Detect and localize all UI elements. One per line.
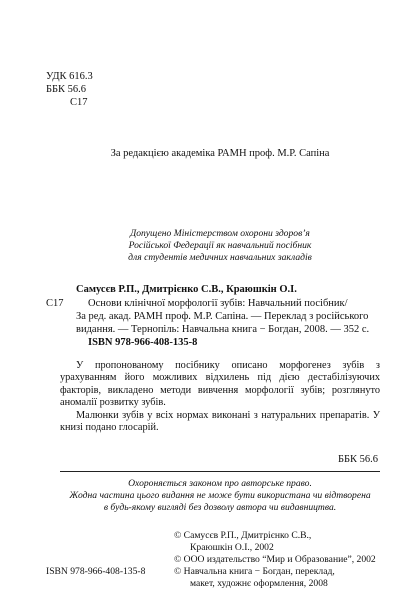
record-line-2: За ред. акад. РАМН проф. М.Р. Сапіна. — Переклад з російського — [76, 311, 369, 322]
copyright-notice-1: Охороняється законом про авторське право. — [128, 478, 312, 489]
copyright-1: © Самусєв Р.П., Дмитрієнко С.В., — [174, 530, 312, 541]
approval-line-2: Російської Федерації як навчальний посібник — [128, 240, 312, 251]
abstract-paragraph-1: У пропонованому посібнику описано морфогенез зубів з урахуванням його можливих відхилень під дією дестабілізуючих факторів, викладено методи вивчення морфології зубів; розглянуто аномалії розвитку зубів. — [60, 360, 380, 409]
editor-line: За редакцією академіка РАМН проф. М.Р. Сапіна — [110, 148, 330, 159]
approval-line-1: Допущено Міністерством охорони здоров’я — [130, 228, 310, 239]
record-code: С17 — [46, 298, 64, 309]
author-mark: С17 — [70, 97, 88, 108]
divider-line — [60, 471, 380, 472]
record-authors: Самусєв Р.П., Дмитрієнко С.В., Краюшкін О.І. — [76, 284, 297, 295]
udk-code: УДК 616.3 — [46, 71, 93, 82]
copyright-3-cont: макет, художнє оформлення, 2008 — [190, 578, 328, 589]
record-line-3: видання. — Тернопіль: Навчальна книга − Богдан, 2008. — 352 с. — [76, 324, 370, 335]
bbk-code: ББК 56.6 — [46, 84, 87, 95]
record-isbn: ISBN 978-966-408-135-8 — [88, 337, 198, 348]
isbn-bottom: ISBN 978-966-408-135-8 — [46, 566, 146, 577]
abstract-paragraph-2: Малюнки зубів у всіх нормах виконані з натуральних препаратів. У книзі подано глосарій. — [60, 410, 380, 434]
copyright-notice-3: в будь-якому вигляді без дозволу автора чи видавництва. — [103, 502, 337, 513]
bbk-code-bottom: ББК 56.6 — [338, 454, 379, 465]
copyright-3: © Навчальна книга − Богдан, переклад, — [174, 566, 335, 577]
approval-line-3: для студентів медичних навчальних закладів — [128, 252, 312, 263]
copyright-1-cont: Краюшкін О.І., 2002 — [190, 542, 274, 553]
copyright-notice-2: Жодна частина цього видання не може бути використана чи відтворена — [69, 490, 371, 501]
record-line-1: Основи клінічної морфології зубів: Навчальний посібник/ — [88, 298, 348, 309]
copyright-2: © ООО издательство “Мир и Образование”, 2002 — [174, 554, 376, 565]
